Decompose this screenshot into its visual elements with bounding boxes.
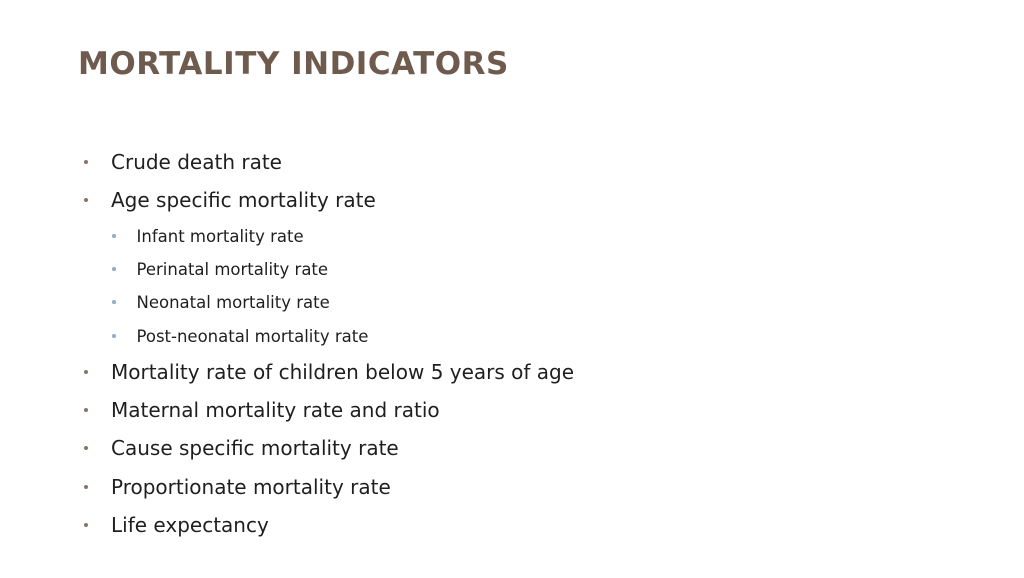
bullet-item-crude-death-rate — [84, 148, 282, 176]
bullet-item-age-specific-mortality-rate — [84, 186, 376, 214]
bullet-item-proportionate-mortality-rate — [84, 473, 391, 501]
sub-bullet-text: Neonatal mortality rate — [136, 292, 330, 312]
slide-title: MORTALITY INDICATORS — [78, 46, 509, 82]
sub-bullet-item-perinatal-mortality-rate — [112, 257, 328, 281]
bullet-text: Life expectancy — [111, 513, 269, 537]
sub-bullet-text: Infant mortality rate — [136, 226, 304, 246]
sub-bullet-dot-icon — [112, 267, 116, 271]
bullet-dot-icon — [84, 485, 88, 489]
sub-bullet-text: Post-neonatal mortality rate — [136, 326, 369, 346]
bullet-item-cause-specific-mortality-rate — [84, 434, 399, 462]
bullet-text: Crude death rate — [111, 150, 282, 174]
sub-bullet-item-infant-mortality-rate — [112, 224, 304, 248]
bullet-text: Cause specific mortality rate — [111, 436, 399, 460]
bullet-text: Maternal mortality rate and ratio — [111, 398, 440, 422]
bullet-item-under-five-mortality-rate — [84, 358, 574, 386]
bullet-dot-icon — [84, 370, 88, 374]
bullet-text: Proportionate mortality rate — [111, 475, 391, 499]
bullet-item-maternal-mortality-rate-and-ratio — [84, 396, 440, 424]
bullet-dot-icon — [84, 160, 88, 164]
sub-bullet-item-neonatal-mortality-rate — [112, 290, 330, 314]
bullet-item-life-expectancy — [84, 511, 269, 539]
bullet-dot-icon — [84, 198, 88, 202]
sub-bullet-dot-icon — [112, 334, 116, 338]
sub-bullet-dot-icon — [112, 234, 116, 238]
bullet-dot-icon — [84, 446, 88, 450]
sub-bullet-dot-icon — [112, 300, 116, 304]
bullet-text: Mortality rate of children below 5 years of age — [111, 360, 575, 384]
bullet-dot-icon — [84, 523, 88, 527]
bullet-text: Age specific mortality rate — [111, 188, 376, 212]
bullet-dot-icon — [84, 408, 88, 412]
sub-bullet-text: Perinatal mortality rate — [136, 259, 329, 279]
sub-bullet-item-post-neonatal-mortality-rate — [112, 324, 368, 348]
